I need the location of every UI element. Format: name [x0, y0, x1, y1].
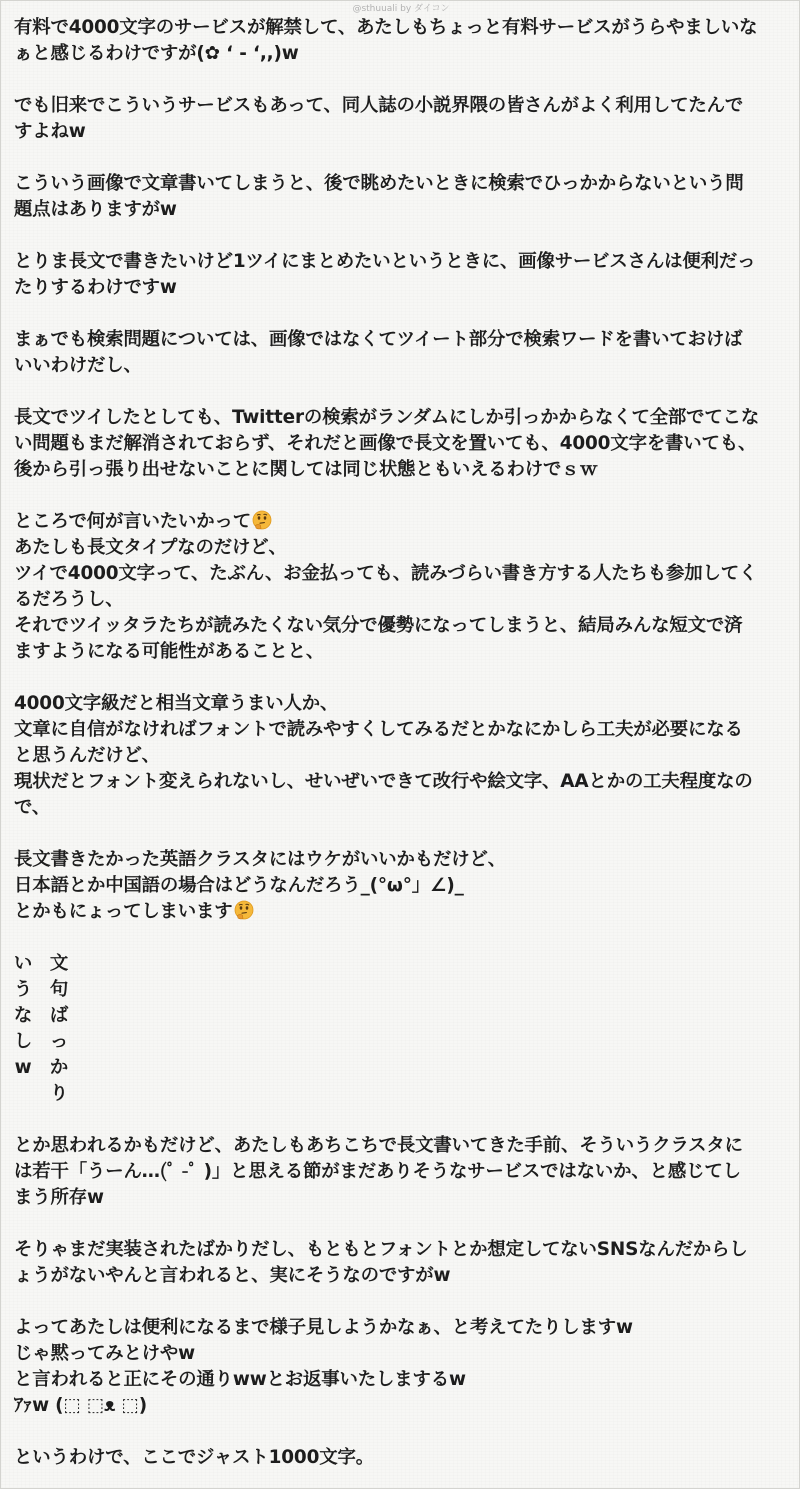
text-line: と言われると正にその通りwwとお返事いたしまするw [14, 1369, 466, 1390]
text-line: それでツイッタラたちが読みたくない気分で優勢になってしまうと、結局みんな短文で済 [14, 615, 743, 636]
vertical-char: か [49, 1057, 69, 1078]
text-line: こういう画像で文章書いてしまうと、後で眺めたいときに検索でひっかからないという問 [14, 173, 744, 194]
text-line: ょうがないやんと言われると、実にそうなのですがw [14, 1265, 451, 1286]
text-line: いいわけだし、 [14, 355, 142, 376]
paragraph [14, 171, 776, 223]
text-line: まぁでも検索問題については、画像ではなくてツイート部分で検索ワードを書いておけば [14, 329, 743, 350]
text-line: まう所存w [14, 1187, 104, 1208]
text-line: よってあたしは便利になるまで様子見しようかなぁ、と考えてたりしますw [14, 1317, 633, 1338]
text-line: 後から引っ張り出せないことに関しては同じ状態ともいえるわけでｓｗ [14, 459, 598, 480]
paragraph [14, 1133, 776, 1211]
vertical-char: な [13, 1005, 33, 1026]
text-line: 現状だとフォント変えられないし、せいぜいできて改行や絵文字、AAとかの工夫程度なの [14, 771, 753, 792]
paragraph [14, 509, 776, 665]
watermark-credit: @sthuuali by ダイコン [352, 4, 450, 14]
vertical-column-right-phrase [11, 951, 35, 1081]
text-line: 有料で4000文字のサービスが解禁して、あたしもちょっと有料サービスがうらやましいな [14, 17, 758, 38]
text-line: と思うんだけど、 [14, 745, 160, 766]
text-line-with-emoji [14, 509, 776, 535]
text-line: とか思われるかもだけど、あたしもあちこちで長文書いてきた手前、そういうクラスタに [14, 1135, 743, 1156]
vertical-char: り [49, 1083, 69, 1104]
text-line: ところで何が言いたいかって [14, 511, 251, 532]
text-line: 4000文字級だと相当文章うまい人か、 [14, 693, 339, 714]
text-line: ますようになる可能性があることと、 [14, 641, 325, 662]
text-line: たりするわけですw [14, 277, 177, 298]
text-line: とりま長文で書きたいけど1ツイにまとめたいというときに、画像サービスさんは便利だっ [14, 251, 756, 272]
text-line: 日本語とか中国語の場合はどうなんだろう_(°ω°」∠)_ [14, 875, 464, 896]
vertical-char: ば [49, 1005, 69, 1026]
paragraph [14, 15, 776, 67]
paragraph [14, 691, 776, 821]
paragraph [14, 1315, 776, 1419]
paragraph [14, 1445, 776, 1471]
text-line: 長文書きたかった英語クラスタにはウケがいいかもだけど、 [14, 849, 506, 870]
paragraph [14, 93, 776, 145]
text-line: 題点はありますがw [14, 199, 177, 220]
text-line: で、 [14, 797, 51, 818]
thinking-face-icon [252, 510, 272, 530]
paragraph [14, 847, 776, 925]
vertical-char: 句 [49, 979, 69, 1000]
paragraph [14, 1237, 776, 1289]
text-line: るだろうし、 [14, 589, 124, 610]
paragraph [14, 249, 776, 301]
vertical-char: し [13, 1031, 33, 1052]
text-line: とかもにょってしまいます [14, 901, 233, 922]
vertical-text-block [14, 951, 776, 1107]
text-line-with-emoji [14, 899, 776, 925]
vertical-char: い [13, 953, 33, 974]
vertical-char: っ [49, 1031, 69, 1052]
text-line: というわけで、ここでジャスト1000文字。 [14, 1447, 374, 1468]
vertical-column-left-phrase [47, 951, 71, 1107]
text-line: そりゃまだ実装されたばかりだし、もともとフォントとか想定してないSNSなんだからし [14, 1239, 748, 1260]
document-body [14, 15, 776, 1489]
text-line: あたしも長文タイプなのだけど、 [14, 537, 287, 558]
paragraph [14, 405, 776, 483]
text-line: じゃ黙ってみとけやw [14, 1343, 196, 1364]
text-line: ぁと感じるわけですが(✿ ‘ - ‘,,)w [14, 43, 299, 64]
thinking-face-icon [234, 900, 254, 920]
text-line: すよねw [14, 121, 86, 142]
text-line: でも旧来でこういうサービスもあって、同人誌の小説界隈の皆さんがよく利用してたんで [14, 95, 744, 116]
text-line: は若干「うーん…(ﾟ -ﾟ )」と思える節がまだありそうなサービスではないか、と感じてし [14, 1161, 741, 1182]
vertical-char: w [14, 1057, 32, 1078]
vertical-char: う [13, 979, 33, 1000]
text-line: 長文でツイしたとしても、Twitterの検索がランダムにしか引っかからなくて全部でてこな [14, 407, 760, 428]
text-line: ツイで4000文字って、たぶん、お金払っても、読みづらい書き方する人たちも参加してく [14, 563, 758, 584]
text-line: い問題もまだ解消されておらず、それだと画像で長文を置いても、4000文字を書いても、 [14, 433, 757, 454]
text-line: ｱｧw (⬚ ⬚ᴥ ⬚) [14, 1395, 148, 1416]
text-line: 文章に自信がなければフォントで読みやすくしてみるだとかなにかしら工夫が必要になる [14, 719, 743, 740]
vertical-char: 文 [49, 953, 69, 974]
paragraph [14, 327, 776, 379]
